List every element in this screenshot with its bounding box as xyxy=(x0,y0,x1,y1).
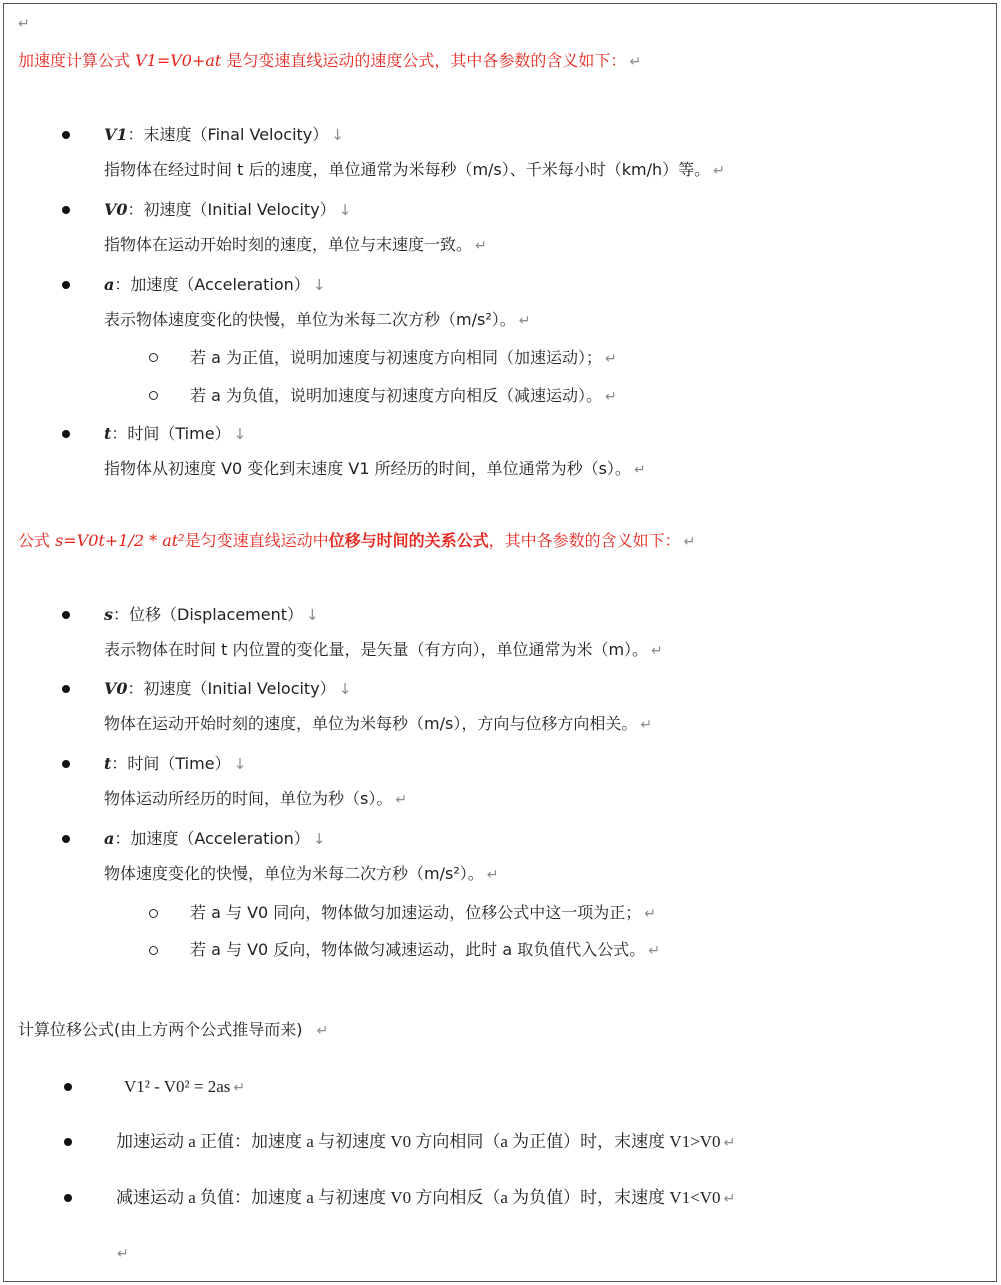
sub-item-text: 若 a 与 V0 同向，物体做匀加速运动，位移公式中这一项为正； xyxy=(190,903,642,922)
heading-formula: V1=V0+at xyxy=(135,51,222,70)
heading-formula: s=V0t+1/2 * at² xyxy=(55,531,185,550)
list-item xyxy=(104,678,351,700)
list-item xyxy=(104,274,325,296)
paragraph-mark: ↵ xyxy=(640,717,653,733)
heading-emphasis: 位移与时间的关系公式 xyxy=(328,531,489,550)
line-break-mark: ↓ xyxy=(338,201,352,219)
line-break-mark: ↓ xyxy=(312,830,326,848)
description-text: 物体在运动开始时刻的速度，单位为米每秒（m/s），方向与位移方向相关。 xyxy=(104,714,638,733)
bullet-icon xyxy=(62,281,70,289)
paragraph-mark: ↵ xyxy=(604,389,617,405)
paragraph-mark: ↵ xyxy=(723,1136,736,1151)
param-symbol: t xyxy=(104,424,112,443)
list-item-description xyxy=(104,234,487,257)
sub-item-text: 若 a 为负值，说明加速度与初速度方向相反（减速运动）。 xyxy=(190,386,602,405)
sub-list-item xyxy=(190,902,656,925)
sub-list-item xyxy=(190,385,617,408)
item-text: 加速运动 a 正值：加速度 a 与初速度 V0 方向相同（a 为正值）时，末速度 V1>V0 xyxy=(116,1132,721,1151)
bullet-icon xyxy=(62,131,70,139)
description-text: 物体运动所经历的时间，单位为秒（s）。 xyxy=(104,789,393,808)
sub-list-item xyxy=(190,939,660,962)
list-item xyxy=(104,753,246,775)
sub-item-text: 若 a 为正值，说明加速度与初速度方向相同（加速运动）； xyxy=(190,348,602,367)
paragraph-mark: ↵ xyxy=(723,1192,736,1207)
sub-item-text: 若 a 与 V0 反向，物体做匀减速运动，此时 a 取负值代入公式。 xyxy=(190,940,646,959)
list-item-description xyxy=(104,713,652,736)
formula-item xyxy=(124,1076,245,1100)
paragraph-mark: ↵ xyxy=(486,867,499,883)
param-label: ：初速度（Initial Velocity） xyxy=(127,679,336,698)
paragraph-mark: ↵ xyxy=(518,313,531,329)
list-item xyxy=(104,604,319,626)
list-item-description xyxy=(104,159,725,182)
bullet-icon xyxy=(62,611,70,619)
description-text: 指物体从初速度 V0 变化到末速度 V1 所经历的时间，单位通常为秒（s）。 xyxy=(104,459,631,478)
list-item-description xyxy=(104,863,498,886)
param-label: ：加速度（Acceleration） xyxy=(114,275,310,294)
section3-heading xyxy=(18,1019,328,1042)
paragraph-mark: ↵ xyxy=(633,462,646,478)
param-symbol: a xyxy=(104,275,115,294)
list-item xyxy=(116,1187,735,1211)
bullet-icon xyxy=(62,206,70,214)
heading-text: ，其中各参数的含义如下： xyxy=(488,531,681,550)
item-text: 减速运动 a 负值：加速度 a 与初速度 V0 方向相反（a 为负值）时，末速度 V1<V0 xyxy=(116,1188,721,1207)
list-item-description xyxy=(104,458,646,481)
heading-text: 是匀变速直线运动的速度公式，其中各参数的含义如下： xyxy=(221,51,627,70)
bullet-icon xyxy=(62,685,70,693)
param-symbol: V0 xyxy=(104,200,128,219)
param-symbol: t xyxy=(104,754,112,773)
param-label: ：时间（Time） xyxy=(111,424,231,443)
line-break-mark: ↓ xyxy=(312,276,326,294)
list-item-description xyxy=(104,309,530,332)
list-item-description xyxy=(104,788,407,811)
param-symbol: V1 xyxy=(104,125,128,144)
paragraph-mark: ↵ xyxy=(604,351,617,367)
bullet-icon xyxy=(62,430,70,438)
param-label: ：位移（Displacement） xyxy=(113,605,304,624)
param-label: ：时间（Time） xyxy=(111,754,231,773)
formula-text: V1² - V0² = 2as xyxy=(124,1077,231,1096)
paragraph-mark: ↵ xyxy=(395,792,408,808)
param-symbol: V0 xyxy=(104,679,128,698)
paragraph-mark: ↵ xyxy=(644,906,657,922)
sub-list-item xyxy=(190,347,617,370)
paragraph-mark: ↵ xyxy=(233,1081,246,1096)
line-break-mark: ↓ xyxy=(331,126,344,144)
heading-text: 加速度计算公式 xyxy=(18,51,136,70)
list-item-description xyxy=(104,639,663,662)
paragraph-mark: ↵ xyxy=(475,238,487,254)
bullet-icon xyxy=(64,1194,72,1202)
param-label: ：末速度（Final Velocity） xyxy=(127,125,329,144)
param-label: ：初速度（Initial Velocity） xyxy=(127,200,336,219)
list-item xyxy=(104,199,351,221)
description-text: 指物体在经过时间 t 后的速度，单位通常为米每秒（m/s）、千米每小时（km/h）等。 xyxy=(104,160,711,179)
paragraph-mark: ↵ xyxy=(18,16,30,32)
line-break-mark: ↓ xyxy=(233,755,247,773)
list-item xyxy=(104,423,246,445)
sub-bullet-icon xyxy=(149,391,158,400)
paragraph-mark: ↵ xyxy=(316,1023,329,1039)
list-item xyxy=(104,828,325,850)
section1-heading xyxy=(18,50,641,73)
sub-bullet-icon xyxy=(149,909,158,918)
description-text: 表示物体在时间 t 内位置的变化量，是矢量（有方向），单位通常为米（m）。 xyxy=(104,640,649,659)
line-break-mark: ↓ xyxy=(233,425,247,443)
heading-text: 计算位移公式(由上方两个公式推导而来) xyxy=(18,1020,303,1039)
bullet-icon xyxy=(64,1083,72,1091)
list-item xyxy=(116,1131,735,1155)
description-text: 表示物体速度变化的快慢，单位为米每二次方秒（m/s²）。 xyxy=(104,310,516,329)
heading-text: 是匀变速直线运动中 xyxy=(184,531,329,550)
line-break-mark: ↓ xyxy=(338,680,352,698)
paragraph-mark: ↵ xyxy=(629,54,642,70)
section2-heading xyxy=(18,530,695,553)
bullet-icon xyxy=(62,835,70,843)
list-item xyxy=(104,124,344,146)
sub-bullet-icon xyxy=(149,946,158,955)
param-symbol: a xyxy=(104,829,115,848)
param-label: ：加速度（Acceleration） xyxy=(114,829,310,848)
sub-bullet-icon xyxy=(149,353,158,362)
paragraph-mark: ↵ xyxy=(648,943,660,959)
heading-text: 公式 xyxy=(18,531,56,550)
bullet-icon xyxy=(64,1138,72,1146)
paragraph-mark: ↵ xyxy=(651,643,663,659)
line-break-mark: ↓ xyxy=(306,606,319,624)
paragraph-mark: ↵ xyxy=(713,163,725,179)
bullet-icon xyxy=(62,760,70,768)
description-text: 指物体在运动开始时刻的速度，单位与末速度一致。 xyxy=(104,235,473,254)
description-text: 物体速度变化的快慢，单位为米每二次方秒（m/s²）。 xyxy=(104,864,484,883)
param-symbol: s xyxy=(104,605,114,624)
paragraph-mark: ↵ xyxy=(683,534,696,550)
paragraph-mark: ↵ xyxy=(117,1246,129,1262)
